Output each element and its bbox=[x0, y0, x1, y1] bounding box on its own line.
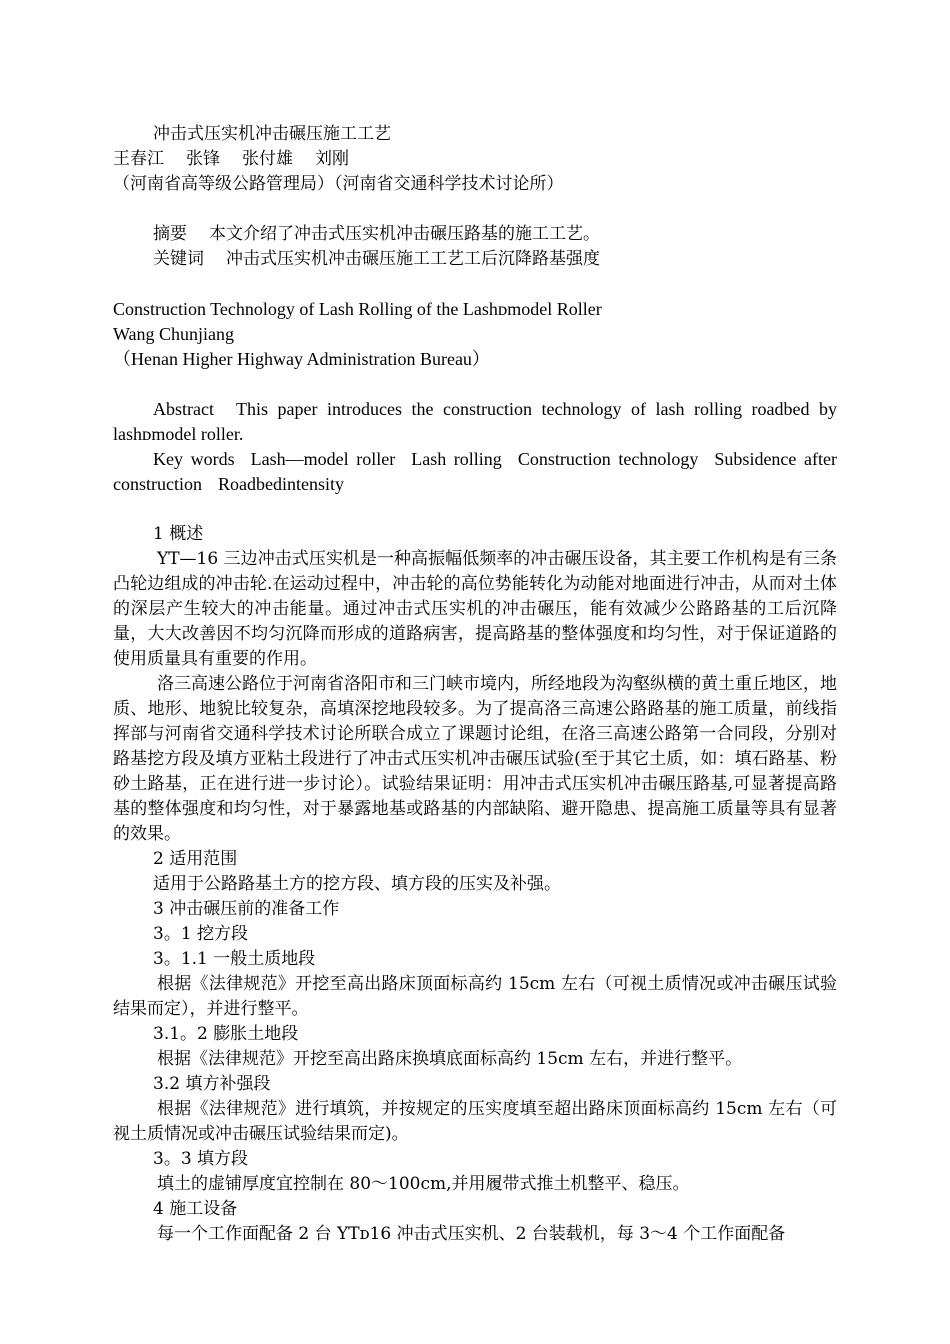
body-paragraph: 每一个工作面配备 2 台 YTᴅ16 冲击式压实机、2 台装载机，每 3～4 个工作面配备 bbox=[157, 1224, 786, 1244]
keywords-cn bbox=[113, 247, 837, 272]
document-page bbox=[113, 122, 837, 1247]
abstract-label-en: Abstract bbox=[153, 399, 214, 419]
english-title: Construction Technology of Lash Rolling of the Lashᴅmodel Roller bbox=[113, 299, 602, 319]
abstract-text-en: This paper introduces the construction technology of lash rolling roadbed by lashᴅmodel roller. bbox=[113, 399, 837, 444]
english-author: Wang Chunjiang bbox=[113, 324, 235, 344]
subsection-heading: 3。1 挖方段 bbox=[153, 924, 249, 944]
abstract-text: 本文介绍了冲击式压实机冲击碾压路基的施工工艺。 bbox=[209, 224, 600, 244]
keywords-label-en: Key words bbox=[153, 449, 235, 469]
keywords-text: 冲击式压实机冲击碾压施工工艺工后沉降路基强度 bbox=[226, 249, 600, 269]
body-paragraph: 根据《法律规范》进行填筑，并按规定的压实度填至超出路床顶面标高约 15cm 左右（可视土质情况或冲击碾压试验结果而定)。 bbox=[113, 1099, 837, 1144]
body-paragraph: 根据《法律规范》开挖至高出路床换填底面标高约 15cm 左右，并进行整平。 bbox=[157, 1049, 743, 1069]
subsection-heading: 3.2 填方补强段 bbox=[153, 1074, 271, 1094]
affiliation: （河南省高等级公路管理局）（河南省交通科学技术讨论所） bbox=[113, 174, 564, 194]
section-heading: 3 冲击碾压前的准备工作 bbox=[153, 899, 340, 919]
english-affiliation: （Henan Higher Highway Administration Bureau） bbox=[113, 349, 490, 369]
author: 张锋 bbox=[186, 149, 220, 169]
authors-line bbox=[113, 147, 837, 172]
section-heading: 2 适用范围 bbox=[153, 849, 238, 869]
section-heading: 4 施工设备 bbox=[153, 1199, 238, 1219]
author: 刘刚 bbox=[315, 149, 349, 169]
english-abstract bbox=[113, 397, 837, 447]
author: 张付雄 bbox=[242, 149, 293, 169]
paper-title: 冲击式压实机冲击碾压施工工艺 bbox=[153, 124, 391, 144]
body-paragraph: 洛三高速公路位于河南省洛阳市和三门峡市境内，所经地段为沟壑纵横的黄土重丘地区，地质、地形、地貌比较复杂，高填深挖地段较多。为了提高洛三高速公路路基的施工质量，前线指挥部与河南省交通科学技术讨论所联合成立了课题讨论组，在洛三高速公路第一合同段，分别对路基挖方段及填方亚粘土段进行了冲击式压实机冲击碾压试验(至于其它土质，如：填石路基、粉砂土路基，正在进行进一步讨论）。试验结果证明：用冲击式压实机冲击碾压路基,可显著提高路基的整体强度和均匀性，对于暴露地基或路基的内部缺陷、避开隐患、提高施工质量等具有显著的效果。 bbox=[113, 674, 837, 844]
keyword: Subsidence after construction bbox=[113, 449, 837, 494]
keywords-label: 关键词 bbox=[153, 249, 204, 269]
body-paragraph: YT—16 三边冲击式压实机是一种高振幅低频率的冲击碾压设备，其主要工作机构是有三条凸轮边组成的冲击轮.在运动过程中，冲击轮的高位势能转化为动能对地面进行冲击，从而对土体的深层产生较大的冲击能量。通过冲击式压实机的冲击碾压，能有效减少公路路基的工后沉降量，大大改善因不均匀沉降而形成的道路病害，提高路基的整体强度和均匀性，对于保证道路的使用质量具有重要的作用。 bbox=[113, 549, 837, 669]
subsection-heading: 3.1。2 膨胀土地段 bbox=[153, 1024, 299, 1044]
subsection-heading: 3。3 填方段 bbox=[153, 1149, 249, 1169]
body-paragraph: 根据《法律规范》开挖至高出路床顶面标高约 15cm 左右（可视土质情况或冲击碾压试验结果而定），并进行整平。 bbox=[113, 974, 837, 1019]
keyword: Lash—model roller bbox=[250, 449, 396, 469]
abstract-label: 摘要 bbox=[153, 224, 187, 244]
body-paragraph: 填土的虚铺厚度宜控制在 80～100cm,并用履带式推土机整平、稳压。 bbox=[157, 1174, 690, 1194]
keyword: Construction technology bbox=[517, 449, 699, 469]
section-heading: 1 概述 bbox=[153, 524, 204, 544]
abstract-cn bbox=[113, 222, 837, 247]
body-paragraph: 适用于公路路基土方的挖方段、填方段的压实及补强。 bbox=[153, 874, 561, 894]
author: 王春江 bbox=[113, 149, 164, 169]
keyword: Roadbedintensity bbox=[217, 474, 344, 494]
english-keywords bbox=[113, 447, 837, 497]
keyword: Lash rolling bbox=[411, 449, 502, 469]
subsection-heading: 3。1.1 一般土质地段 bbox=[153, 949, 316, 969]
